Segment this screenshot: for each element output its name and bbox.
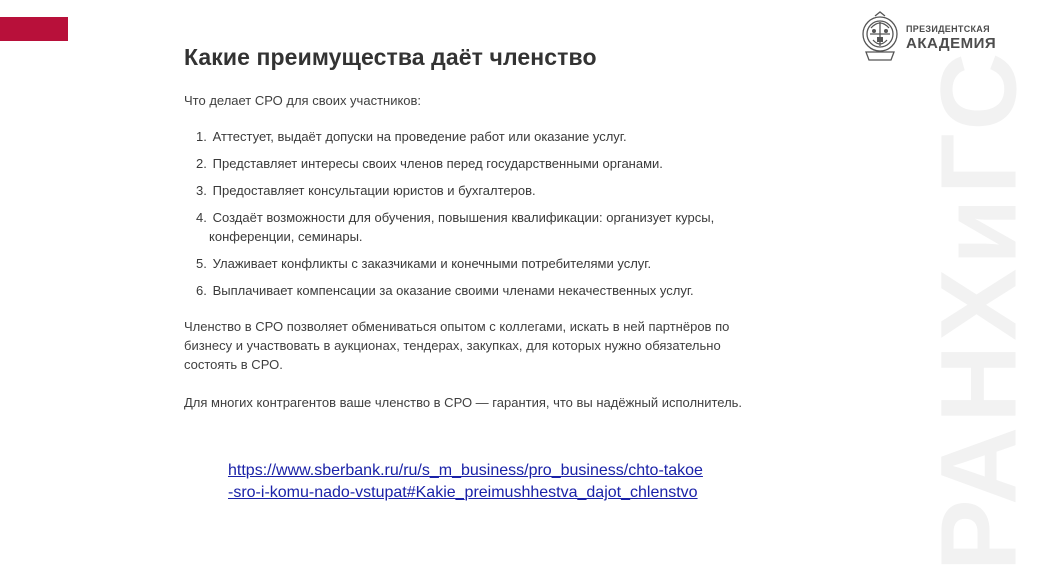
list-item-text: Предоставляет консультации юристов и бухгалтеров. xyxy=(212,183,536,198)
list-number: 4. xyxy=(196,210,207,225)
list-item xyxy=(184,208,744,246)
list-number: 6. xyxy=(196,283,207,298)
logo-line1: ПРЕЗИДЕНТСКАЯ xyxy=(906,24,990,34)
slide-title: Какие преимущества даёт членство xyxy=(184,44,597,70)
list-item-text: Улаживает конфликты с заказчиками и конечными потребителями услуг. xyxy=(212,256,652,271)
guarantee-paragraph: Для многих контрагентов ваше членство в СРО — гарантия, что вы надёжный исполнитель. xyxy=(184,395,743,410)
list-number: 3. xyxy=(196,183,207,198)
list-item-text: Аттестует, выдаёт допуски на проведение работ или оказание услуг. xyxy=(212,129,627,144)
logo-line2: АКАДЕМИЯ xyxy=(906,35,997,52)
list-item xyxy=(184,154,744,173)
list-number: 2. xyxy=(196,156,207,171)
watermark: РАНХиГС xyxy=(917,48,1039,572)
list-item-text: Создаёт возможности для обучения, повышения квалификации: организует курсы, конференции, семинары. xyxy=(209,210,715,244)
slide-content xyxy=(184,44,744,412)
intro-text: Что делает СРО для своих участников: xyxy=(184,93,422,108)
list-item xyxy=(184,254,744,273)
membership-paragraph: Членство в СРО позволяет обмениваться опытом с коллегами, искать в ней партнёров по бизнесу и участвовать в аукционах, тендерах, закупках, для которых нужно обязательно состоять в СРО. xyxy=(184,319,730,372)
list-number: 1. xyxy=(196,129,207,144)
list-item xyxy=(184,127,744,146)
list-item-text: Представляет интересы своих членов перед государственными органами. xyxy=(212,156,663,171)
list-item-text: Выплачивает компенсации за оказание своими членами некачественных услуг. xyxy=(212,283,694,298)
list-item xyxy=(184,181,744,200)
eagle-emblem-icon xyxy=(858,10,902,66)
list-number: 5. xyxy=(196,256,207,271)
source-link[interactable]: https://www.sberbank.ru/ru/s_m_business/pro_business/chto-takoe-sro-i-komu-nado-vstupat#Kakie_preimushhestva_dajot_chlenstvo xyxy=(228,462,703,501)
accent-bar xyxy=(0,17,68,41)
list-item xyxy=(184,281,744,300)
benefits-list xyxy=(184,127,744,300)
